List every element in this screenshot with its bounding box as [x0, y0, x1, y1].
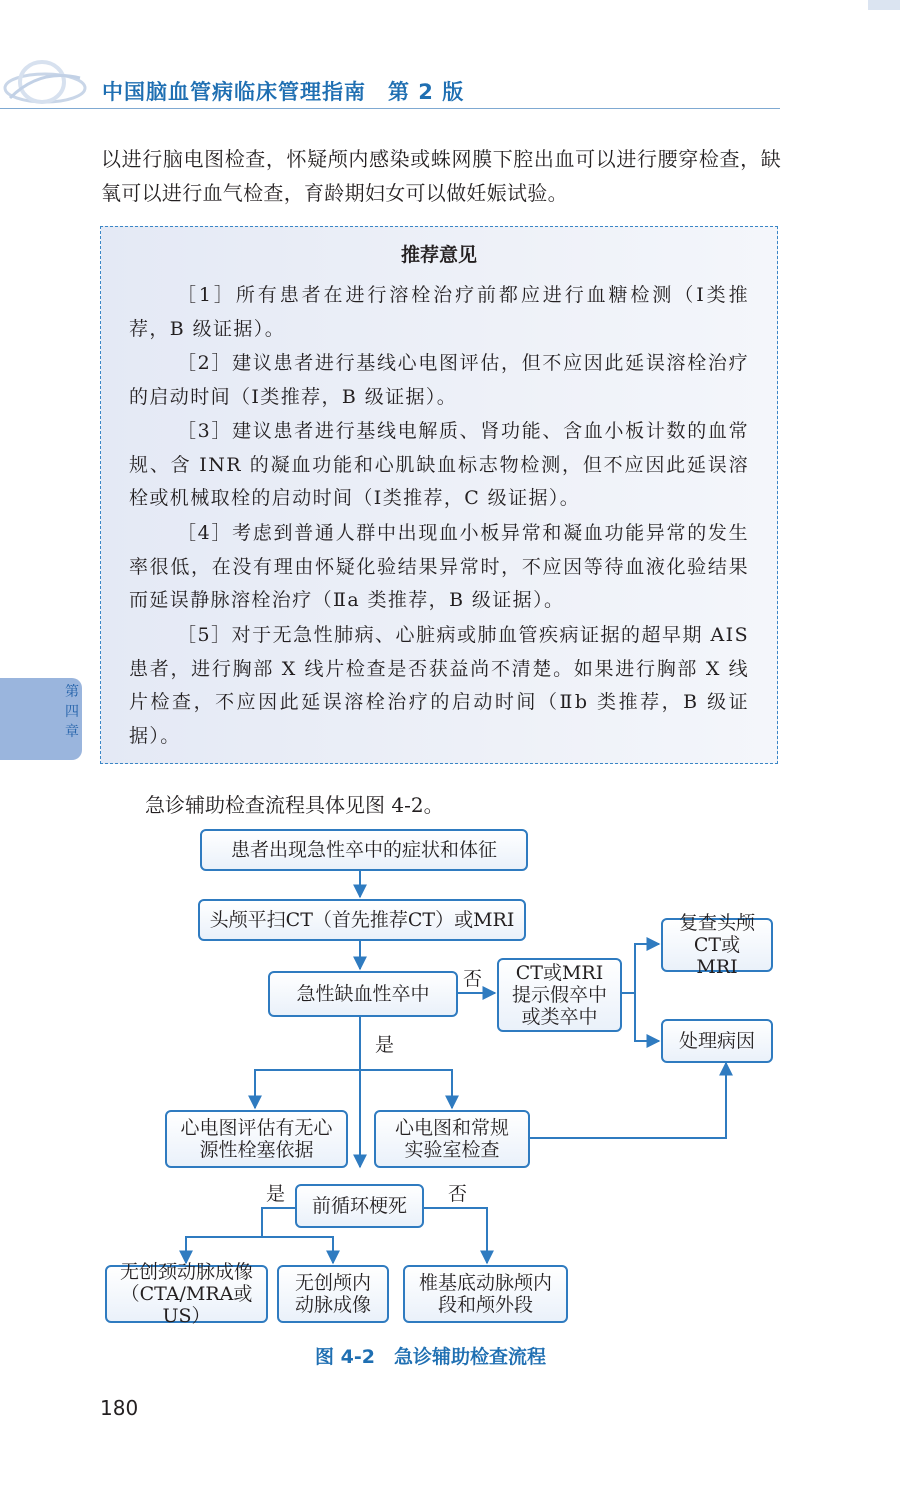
- flow-label-yes: 是: [266, 1183, 286, 1205]
- flow-node-stroke-mimic: CT或MRI提示假卒中或类卒中: [497, 958, 622, 1032]
- flow-node-ecg-lab: 心电图和常规实验室检查: [374, 1110, 530, 1168]
- chapter-tab-label: 第四章: [65, 684, 79, 740]
- arrow-mimic-to-treat: [635, 993, 659, 1041]
- flow-label-no: 否: [463, 968, 483, 990]
- arrow-to-vertebrobasilar: [424, 1208, 487, 1263]
- flow-label-no: 否: [448, 1183, 468, 1205]
- flow-node-ischemic-stroke: 急性缺血性卒中: [268, 971, 458, 1017]
- recommendation-item-3: ［3］建议患者进行基线电解质、肾功能、含血小板计数的血常规、含 INR 的凝血功能和心肌缺血标志物检测，但不应因此延误溶栓或机械取栓的启动时间（Ⅰ类推荐，C 级证据）。: [129, 420, 749, 509]
- arrow-ecg-lab-to-treat: [530, 1063, 726, 1138]
- recommendation-item-4: ［4］考虑到普通人群中出现血小板异常和凝血功能异常的发生率很低，在没有理由怀疑化验结果异常时，不应因等待血液化验结果而延误静脉溶栓治疗（Ⅱa 类推荐，B 级证据）。: [129, 522, 749, 611]
- page-number: 180: [100, 1396, 139, 1420]
- arrow-to-carotid: [186, 1208, 295, 1263]
- figure-caption: 图 4-2 急诊辅助检查流程: [315, 1346, 546, 1368]
- body-paragraph: 以进行脑电图检查，怀疑颅内感染或蛛网膜下腔出血可以进行腰穿检查，缺氧可以进行血气检查，育龄期妇女可以做妊娠试验。: [101, 147, 781, 205]
- flow-node-recheck: 复查头颅CT或MRI: [661, 918, 773, 972]
- flow-node-carotid-imaging: 无创颈动脉成像（CTA/MRA或US）: [105, 1265, 268, 1323]
- recommendation-item-1: ［1］所有患者在进行溶栓治疗前都应进行血糖检测（Ⅰ类推荐，B 级证据）。: [129, 284, 749, 340]
- recommendation-title: 推荐意见: [400, 244, 477, 266]
- flow-node-symptoms: 患者出现急性卒中的症状和体征: [200, 829, 528, 871]
- arrow-to-ecg-lab: [360, 1070, 452, 1108]
- arrow-to-ecg-embolic: [255, 1070, 360, 1108]
- running-header-title: 中国脑血管病临床管理指南 第 2 版: [102, 80, 465, 104]
- recommendation-item-5: ［5］对于无急性肺病、心脏病或肺血管疾病证据的超早期 AIS 患者，进行胸部 X 线片检查是否获益尚不清楚。如果进行胸部 X 线片检查，不应因此延误溶栓治疗的启动时间（Ⅱb 类推荐，B 级证据）。: [129, 624, 749, 747]
- recommendation-item-2: ［2］建议患者进行基线心电图评估，但不应因此延误溶栓治疗的启动时间（Ⅰ类推荐，B 级证据）。: [129, 352, 749, 408]
- flow-node-treat-cause: 处理病因: [661, 1019, 773, 1063]
- arrow-to-intracranial: [262, 1237, 333, 1263]
- arrow-mimic-to-recheck: [622, 944, 659, 993]
- flow-label-yes: 是: [375, 1034, 395, 1056]
- flow-node-ecg-embolic: 心电图评估有无心源性栓塞依据: [165, 1110, 348, 1168]
- flowchart-intro-text: 急诊辅助检查流程具体见图 4-2。: [145, 793, 444, 817]
- flow-node-anterior-circulation: 前循环梗死: [295, 1184, 424, 1228]
- flow-node-ct-mri: 头颅平扫CT（首先推荐CT）或MRI: [198, 899, 526, 941]
- flow-node-vertebrobasilar: 椎基底动脉颅内段和颅外段: [403, 1265, 568, 1323]
- flow-node-intracranial-imaging: 无创颅内动脉成像: [277, 1265, 389, 1323]
